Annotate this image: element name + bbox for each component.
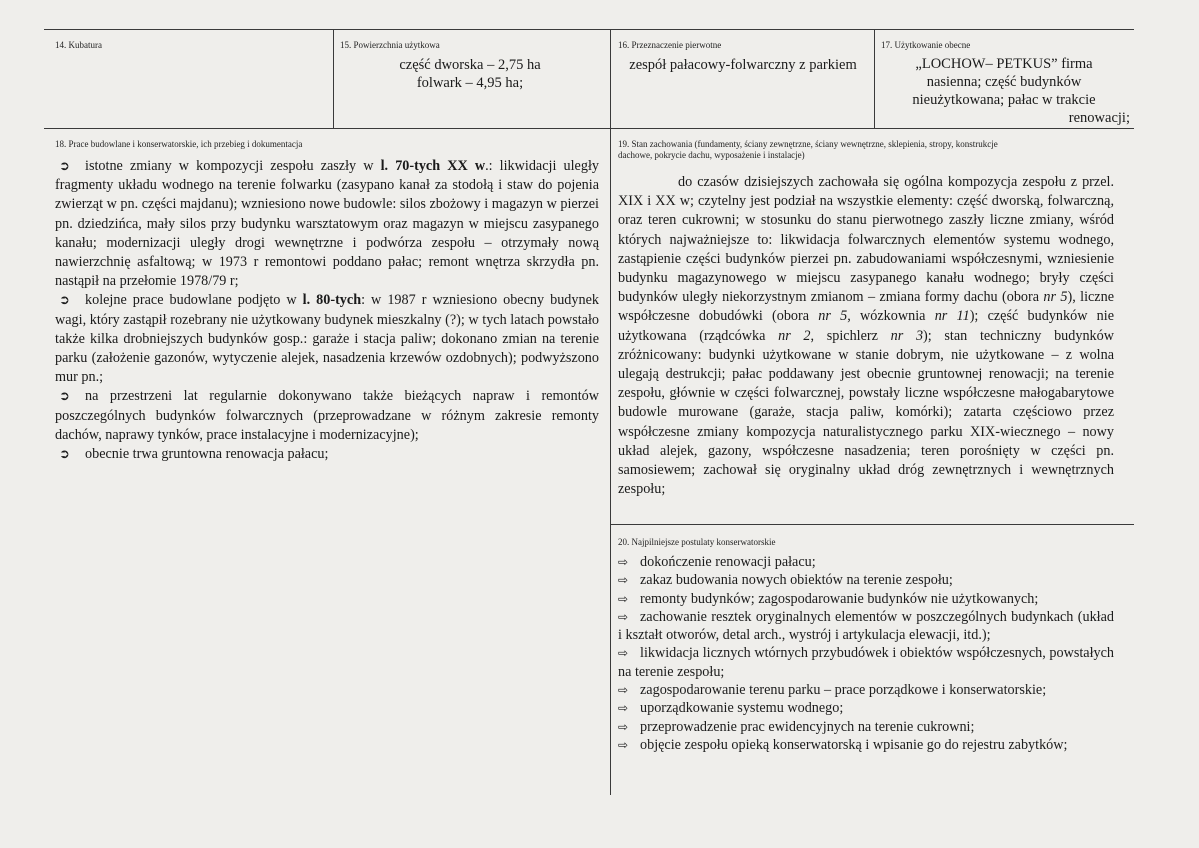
field17-value-line2: nasienna; część budynków <box>926 74 1082 90</box>
divider-16-17 <box>874 29 875 128</box>
field17-value-line1: „LOCHOW– PETKUS” firma <box>915 56 1093 72</box>
list-item: ⇨ przeprowadzenie prac ewidencyjnych na terenie cukrowni; <box>618 718 975 735</box>
field15-value-line1: część dworska – 2,75 ha <box>399 57 541 73</box>
field18-item: ➲ obecnie trwa gruntowna renowacja pałacu; <box>55 445 599 464</box>
divider-14-15 <box>333 29 334 128</box>
list-item: ⇨ zagospodarowanie terenu parku – prace porządkowe i konserwatorskie; <box>618 682 1047 699</box>
list-item: ⇨ objęcie zespołu opieką konserwatorską i wpisanie go do rejestru zabytków; <box>618 736 1068 753</box>
field19-label-line2: dachowe, pokrycie dachu, wyposażenie i instalacje) <box>618 150 805 160</box>
field15-label: 15. Powierzchnia użytkowa <box>340 40 440 50</box>
field20-label: 20. Najpilniejsze postulaty konserwatorskie <box>618 537 776 547</box>
field15-value-line2: folwark – 4,95 ha; <box>416 75 524 91</box>
field18-item: ➲ istotne zmiany w kompozycji zespołu zaszły w l. 70-tych XX w.: likwidacji uległy fragmenty układu wodnego na terenie folwarku (zasypano kanał za stodołą i staw do pojenia zwierząt w pn. części majdanu); wzniesiono nowe budowle: silos zbożowy i magazyn w pierzei pn. dziedzińca, mały silos przy budynku warsztatowym oraz magazyn w miejscu zasypanego kanału; modernizacji uległy drogi wewnętrzne i podwórza zespołu – otrzymały nową nawierzchnię asfaltową; w 1973 r remontowi poddano pałac; remont wnętrza skrzydła pn. nastąpił na przełomie 1978/79 r; <box>55 158 599 290</box>
outline-right-arrow-icon: ⇨ <box>618 719 629 734</box>
list-item: ⇨ zachowanie resztek oryginalnych elementów w poszczególnych budynkach (układ i kształt otworów, detal arch., wystrój i artykulacja elewacji, itd.); <box>618 608 1114 644</box>
field18-item: ➲ kolejne prace budowlane podjęto w l. 80-tych: w 1987 r wzniesiono obecny budynek wagi, który zastąpił rozebrany nie użytkowany budynek mieszkalny (?); w tych latach powstało także kilka drobniejszych budynków gosp.: garaże i stacja paliw; dokonano zmian na terenie parku (założenie gazonów, wytyczenie alejek, nasadzenia krzewów ozdobnych); podwyższono mur pn.; <box>55 292 599 386</box>
field18-text <box>55 157 599 464</box>
field16-value: zespół pałacowy-folwarczny z parkiem <box>629 57 857 73</box>
field18-label: 18. Prace budowlane i konserwatorskie, ich przebieg i dokumentacja <box>55 139 303 149</box>
field19-bottom-border <box>610 524 1134 525</box>
outline-right-arrow-icon: ⇨ <box>618 646 629 661</box>
outline-right-arrow-icon: ⇨ <box>618 591 629 606</box>
outline-right-arrow-icon: ⇨ <box>618 555 629 569</box>
top-border <box>44 29 1134 30</box>
list-item: ⇨ zakaz budowania nowych obiektów na terenie zespołu; <box>618 572 953 589</box>
field19-text: do czasów dzisiejszych zachowała się ogólna kompozycja zespołu z przel. XIX i XX w; czytelny jest podział na wszystkie elementy: część dworską, folwarczną, oraz teren cukrowni; w stosunku do stanu pierwotnego zaszły liczne zmiany, wśród których najważniejsze to: likwidacja folwarcznych elementów systemu wodnego, zastąpienie części budynków pierzei pn. zabudowaniami współczesnymi, wzniesienie budynku magazynowego w miejscu zasypanego kanału wodnego; bryły części budynków uległy niekorzystnym zmianom – zmiana formy dachu (obora nr 5), liczne współczesne dobudówki (obora nr 5, wózkownia nr 11); część budynków nie użytkowana (rządcówka nr 2, spichlerz nr 3); stan techniczny budynków zróżnicowany: budynki użytkowane w stanie dobrym, nie użytkowane – z wolna ulegają destrukcji; pałac poddawany jest obecnie gruntownej renowacji; na terenie zespołu, głównie w części folwarcznej, powstały liczne współczesne małogabarytowe budowle murowane (garaże, stacja paliw, komórki); zatarta częściowo przez współczesne zmiany kompozycja naturalistycznego parku XIX-wiecznego – nowy układ alejek, gazony, współczesne nasadzenia; teren porośnięty w części pn. samosiewem; zachował się oryginalny układ dróg zewnętrznych i wewnętrznych zespołu; <box>618 174 1115 498</box>
field18-item: ➲ na przestrzeni lat regularnie dokonywano także bieżących napraw i remontów poszczególnych budynków folwarcznych (przeprowadzane w różnym zakresie remonty dachów, naprawy tynków, prace instalacyjne i modernizacyjne); <box>55 388 599 443</box>
outline-right-arrow-icon: ⇨ <box>618 701 629 716</box>
row1-bottom-border <box>44 128 1134 129</box>
outline-right-arrow-icon: ⇨ <box>618 609 629 624</box>
bold-curved-arrow-icon: ➲ <box>59 447 70 463</box>
list-item: ⇨ remonty budynków; zagospodarowanie budynków nie użytkowanych; <box>618 590 1039 607</box>
list-item: ⇨ uporządkowanie systemu wodnego; <box>618 700 844 717</box>
list-item: ⇨ likwidacja licznych wtórnych przybudówek i obiektów współczesnych, powstałych na terenie zespołu; <box>618 645 1114 680</box>
divider-15-16 <box>610 29 611 795</box>
field17-value-line3: nieużytkowana; pałac w trakcie <box>912 92 1096 108</box>
field20-list <box>618 553 1114 754</box>
outline-right-arrow-icon: ⇨ <box>618 683 629 698</box>
field14-label: 14. Kubatura <box>55 40 102 50</box>
field16-label: 16. Przeznaczenie pierwotne <box>618 40 722 50</box>
list-item: ⇨ dokończenie renowacji pałacu; <box>618 554 816 570</box>
bold-curved-arrow-icon: ➲ <box>59 293 70 309</box>
field17-label: 17. Użytkowanie obecne <box>881 40 971 50</box>
outline-right-arrow-icon: ⇨ <box>618 573 629 588</box>
field19-label-line1: 19. Stan zachowania (fundamenty, ściany zewnętrzne, ściany wewnętrzne, sklepienia, stropy, konstrukcje <box>618 139 998 149</box>
field17-value-line4: renowacji; <box>1068 110 1130 126</box>
outline-right-arrow-icon: ⇨ <box>618 737 629 752</box>
bold-curved-arrow-icon: ➲ <box>59 389 70 405</box>
bold-curved-arrow-icon: ➲ <box>59 159 70 174</box>
